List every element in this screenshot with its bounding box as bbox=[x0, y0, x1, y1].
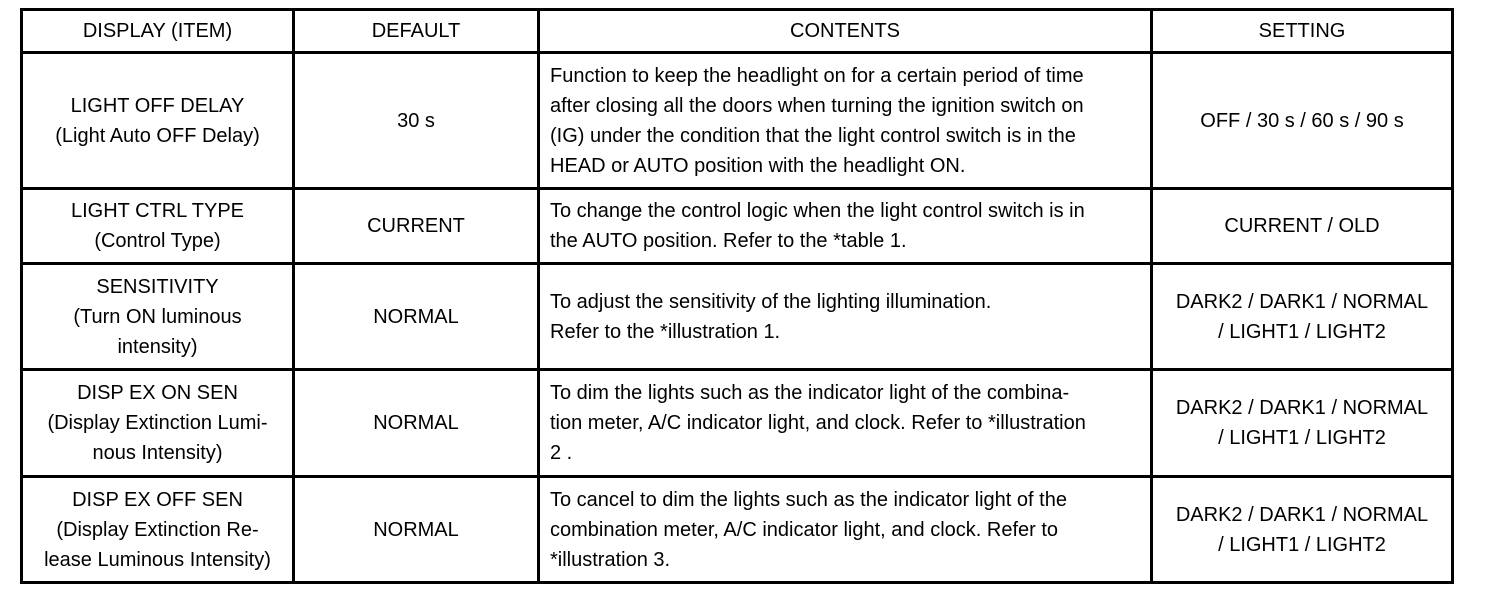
contents-line: To adjust the sensitivity of the lighting illumination. bbox=[550, 290, 992, 313]
setting-line: DARK2 / DARK1 / NORMAL bbox=[1175, 290, 1429, 313]
contents-cell bbox=[539, 189, 1152, 264]
default-cell: NORMAL bbox=[294, 477, 539, 583]
display-item-line: nous Intensity) bbox=[92, 442, 223, 464]
display-item-line: DISP EX ON SEN bbox=[77, 382, 238, 404]
default-cell: NORMAL bbox=[294, 370, 539, 477]
display-item-cell bbox=[22, 370, 294, 477]
display-item-line: (Control Type) bbox=[94, 230, 221, 252]
table-row bbox=[22, 477, 1453, 583]
contents-line: To change the control logic when the light control switch is in bbox=[550, 200, 1085, 222]
display-item-line: SENSITIVITY bbox=[96, 275, 219, 298]
display-item-cell bbox=[22, 264, 294, 370]
settings-table bbox=[20, 8, 1454, 584]
display-item-line: (Light Auto OFF Delay) bbox=[55, 124, 260, 147]
setting-line: DARK2 / DARK1 / NORMAL bbox=[1175, 397, 1429, 419]
contents-line: 2 . bbox=[550, 442, 573, 464]
display-item-cell bbox=[22, 53, 294, 189]
display-item-cell bbox=[22, 477, 294, 583]
display-item-line: (Turn ON luminous bbox=[73, 305, 242, 328]
display-item-line: lease Luminous Intensity) bbox=[44, 548, 271, 571]
contents-line: after closing all the doors when turning the ignition switch on bbox=[550, 94, 1084, 117]
contents-cell bbox=[539, 477, 1152, 583]
contents-line: To dim the lights such as the indicator light of the combina- bbox=[550, 382, 1070, 404]
contents-line: tion meter, A/C indicator light, and clock. Refer to *illustration bbox=[550, 412, 1086, 434]
setting-cell bbox=[1152, 189, 1453, 264]
contents-cell bbox=[539, 264, 1152, 370]
display-item-line: intensity) bbox=[117, 335, 198, 358]
contents-line: To cancel to dim the lights such as the indicator light of the bbox=[550, 488, 1067, 511]
display-item-line: DISP EX OFF SEN bbox=[72, 488, 243, 511]
display-item-line: LIGHT CTRL TYPE bbox=[70, 200, 244, 222]
contents-line: Function to keep the headlight on for a certain period of time bbox=[550, 64, 1084, 87]
contents-line: HEAD or AUTO position with the headlight ON. bbox=[550, 154, 966, 177]
header-contents: CONTENTS bbox=[539, 10, 1152, 53]
default-cell: NORMAL bbox=[294, 264, 539, 370]
contents-cell bbox=[539, 53, 1152, 189]
header-setting: SETTING bbox=[1152, 10, 1453, 53]
display-item-line: LIGHT OFF DELAY bbox=[70, 94, 245, 117]
contents-line: the AUTO position. Refer to the *table 1. bbox=[550, 230, 907, 252]
header-default: DEFAULT bbox=[294, 10, 539, 53]
setting-line: / LIGHT1 / LIGHT2 bbox=[1218, 533, 1386, 556]
setting-cell bbox=[1152, 477, 1453, 583]
setting-cell bbox=[1152, 264, 1453, 370]
display-item-cell bbox=[22, 189, 294, 264]
setting-cell bbox=[1152, 53, 1453, 189]
table-row bbox=[22, 53, 1453, 189]
setting-line: / LIGHT1 / LIGHT2 bbox=[1218, 427, 1386, 449]
display-item-line: (Display Extinction Lumi- bbox=[47, 412, 268, 434]
header-row bbox=[22, 10, 1453, 53]
setting-line: CURRENT / OLD bbox=[1224, 215, 1380, 237]
contents-line: Refer to the *illustration 1. bbox=[550, 320, 781, 343]
setting-cell bbox=[1152, 370, 1453, 477]
default-cell: CURRENT bbox=[294, 189, 539, 264]
setting-line: / LIGHT1 / LIGHT2 bbox=[1218, 320, 1386, 343]
table-row bbox=[22, 189, 1453, 264]
contents-line: *illustration 3. bbox=[550, 548, 671, 571]
setting-line: DARK2 / DARK1 / NORMAL bbox=[1175, 503, 1429, 526]
contents-cell bbox=[539, 370, 1152, 477]
contents-line: (IG) under the condition that the light control switch is in the bbox=[550, 124, 1076, 147]
default-cell: 30 s bbox=[294, 53, 539, 189]
table-row bbox=[22, 264, 1453, 370]
contents-line: combination meter, A/C indicator light, and clock. Refer to bbox=[550, 518, 1059, 541]
display-item-line: (Display Extinction Re- bbox=[56, 518, 259, 541]
table-row bbox=[22, 370, 1453, 477]
header-display-item: DISPLAY (ITEM) bbox=[22, 10, 294, 53]
setting-line: OFF / 30 s / 60 s / 90 s bbox=[1200, 109, 1404, 132]
